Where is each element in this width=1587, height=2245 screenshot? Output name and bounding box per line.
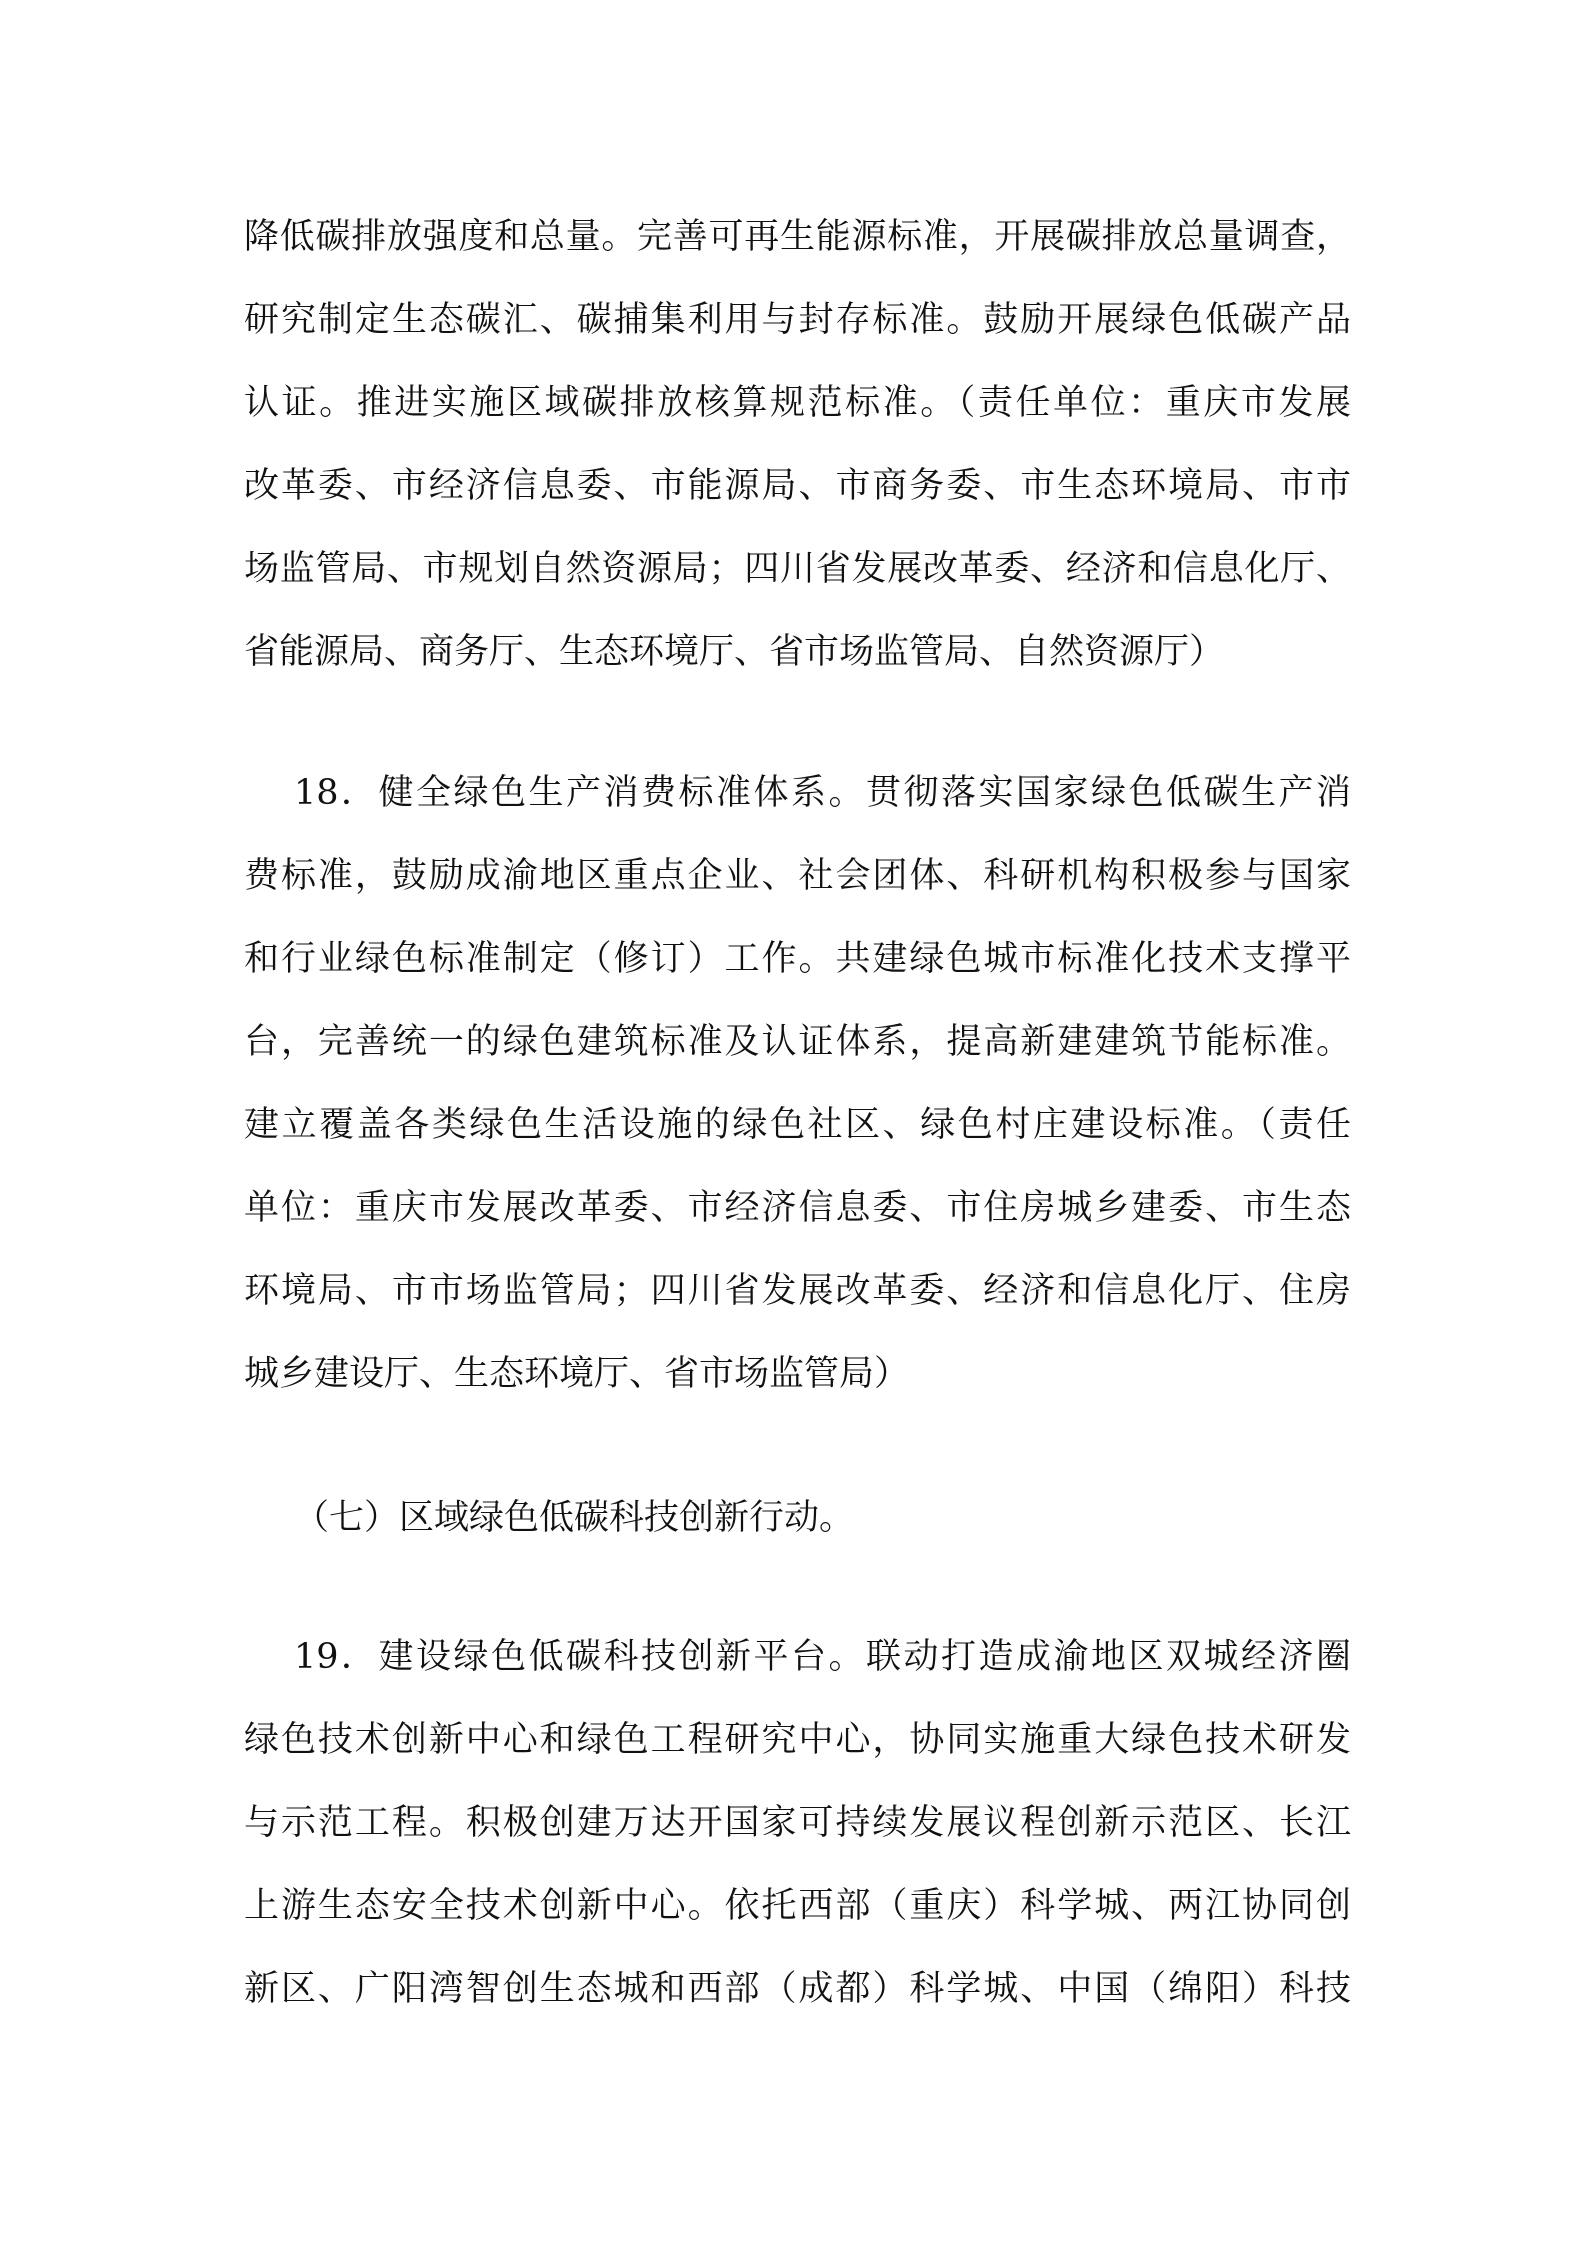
text-line: 上游生态安全技术创新中心。依托西部（重庆）科学城、两江协同创 [244,1886,1351,1926]
text-line: 和行业绿色标准制定（修订）工作。共建绿色城市标准化技术支撑平 [244,939,1351,979]
text-line: 场监管局、市规划自然资源局；四川省发展改革委、经济和信息化厅、 [244,549,1351,589]
text-line: 认证。推进实施区域碳排放核算规范标准。（责任单位：重庆市发展 [244,383,1351,423]
text-line: 19．建设绿色低碳科技创新平台。联动打造成渝地区双城经济圈 [294,1637,1351,1677]
text-line: 新区、广阳湾智创生态城和西部（成都）科学城、中国（绵阳）科技 [244,1969,1351,2009]
paragraph-item-19 [244,1616,1351,2031]
text-line: 改革委、市经济信息委、市能源局、市商务委、市生态环境局、市市 [244,466,1351,506]
section-heading-text: （七）区域绿色低碳科技创新行动。 [294,1498,855,1538]
text-line: 台，完善统一的绿色建筑标准及认证体系，提高新建建筑节能标准。 [244,1022,1351,1062]
paragraph-carbon-emission-standards [244,196,1351,694]
text-line: 单位：重庆市发展改革委、市经济信息委、市住房城乡建委、市生态 [244,1188,1351,1228]
text-line: 降低碳排放强度和总量。完善可再生能源标准，开展碳排放总量调查， [244,217,1351,257]
text-line: 城乡建设厅、生态环境厅、省市场监管局） [244,1354,910,1394]
text-line: 绿色技术创新中心和绿色工程研究中心，协同实施重大绿色技术研发 [244,1720,1351,1760]
text-line: 省能源局、商务厅、生态环境厅、省市场监管局、自然资源厅） [244,632,1225,672]
paragraph-item-18 [244,752,1351,1416]
text-line: 建立覆盖各类绿色生活设施的绿色社区、绿色村庄建设标准。（责任 [244,1105,1351,1145]
text-line: 环境局、市市场监管局；四川省发展改革委、经济和信息化厅、住房 [244,1271,1351,1311]
section-heading-7 [244,1477,1351,1560]
text-line: 研究制定生态碳汇、碳捕集利用与封存标准。鼓励开展绿色低碳产品 [244,300,1351,340]
text-line: 费标准，鼓励成渝地区重点企业、社会团体、科研机构积极参与国家 [244,856,1351,896]
text-line: 与示范工程。积极创建万达开国家可持续发展议程创新示范区、长江 [244,1803,1351,1843]
text-line: 18．健全绿色生产消费标准体系。贯彻落实国家绿色低碳生产消 [294,773,1351,813]
